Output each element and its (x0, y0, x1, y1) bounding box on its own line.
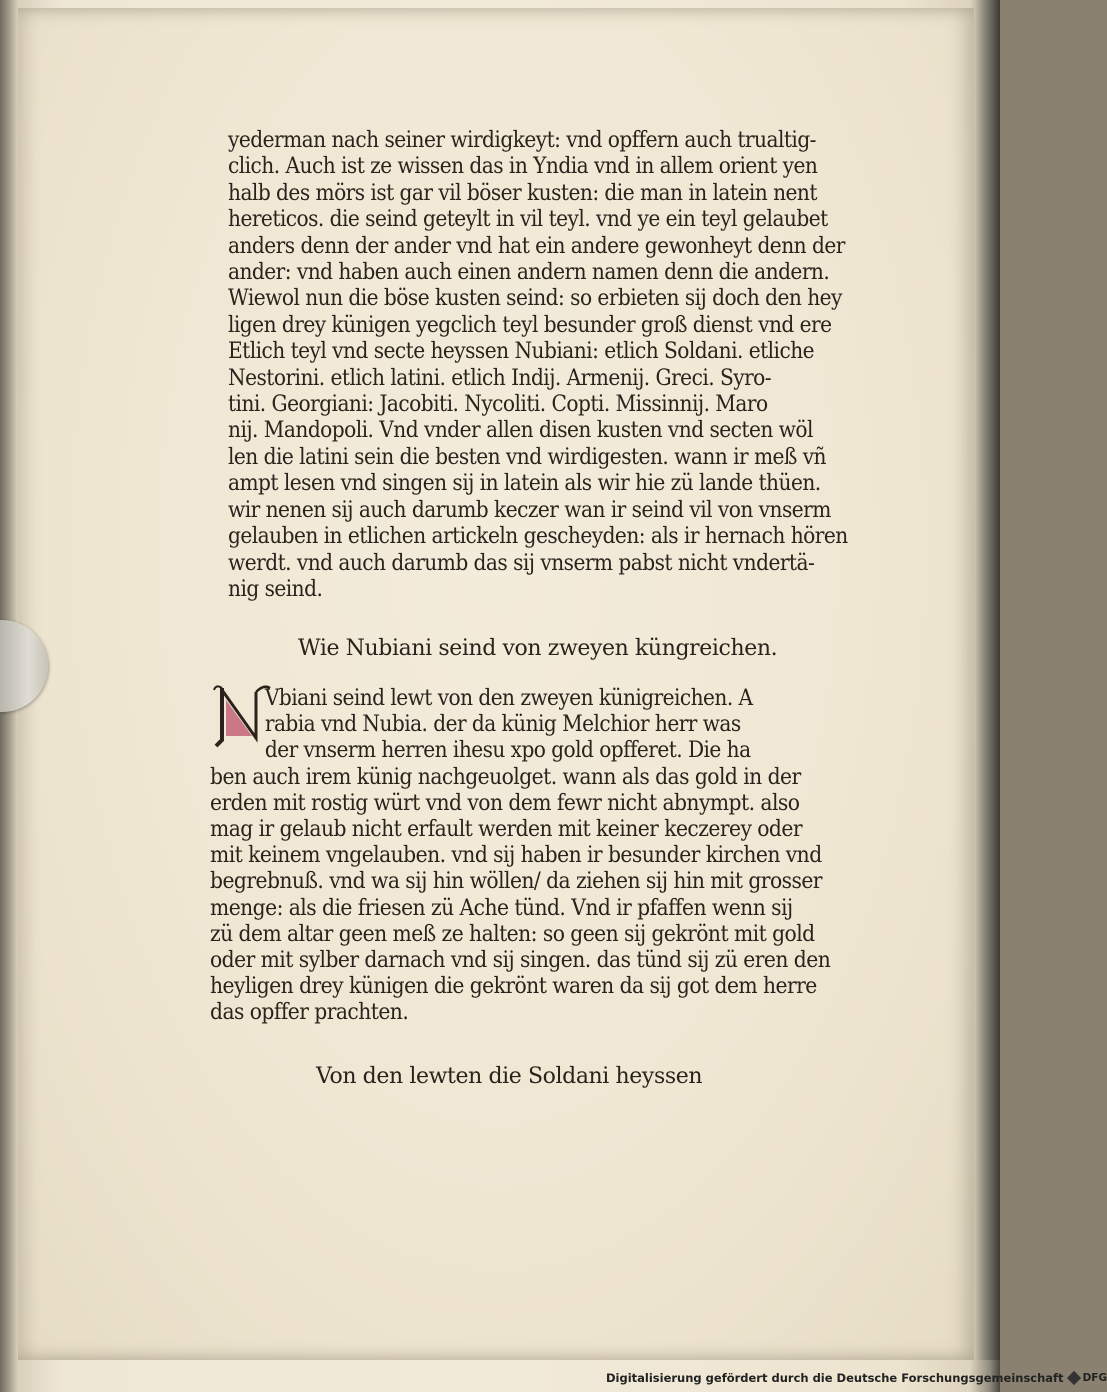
text-line: Etlich teyl vnd secte heyssen Nubiani: etlich Soldani. etliche (228, 339, 815, 365)
text-line: hereticos. die seind geteylt in vil teyl. vnd ye ein teyl gelaubet (228, 207, 828, 233)
text-line: der vnserm herren ihesu xpo gold opfferet. Die ha (264, 738, 751, 764)
dfg-logo-text: DFG (1082, 1372, 1107, 1384)
text-line: clich. Auch ist ze wissen das in Yndia vnd in allem orient yen (228, 154, 818, 180)
text-line: ben auch irem künig nachgeuolget. wann als das gold in der (210, 764, 801, 790)
text-line: tini. Georgiani: Jacobiti. Nycoliti. Copti. Missinnij. Maro (228, 392, 768, 418)
text-line: halb des mörs ist gar vil böser kusten: die man in latein nent (228, 180, 817, 206)
text-line: nig seind. (228, 576, 323, 602)
text-line: ampt lesen vnd singen sij in latein als wir hie zü lande thüen. (228, 471, 821, 497)
text-line: ander: vnd haben auch einen andern namen denn die andern. (228, 260, 830, 286)
text-block-2 (210, 686, 882, 1027)
text-block-1 (228, 128, 904, 603)
text-line: mag ir gelaub nicht erfault werden mit keiner keczerey oder (210, 817, 802, 843)
dfg-logo-icon (1069, 1372, 1107, 1384)
text-line: menge: als die friesen zü Ache tünd. Vnd ir pfaffen wenn sij (210, 895, 793, 921)
text-line: nij. Mandopoli. Vnd vnder allen disen kusten vnd secten wöl (228, 418, 813, 444)
text-line: zü dem altar geen meß ze halten: so geen sij gekrönt mit gold (210, 921, 815, 947)
text-line: wir nenen sij auch darumb keczer wan ir seind vil von vnserm (228, 497, 831, 523)
text-line: Vbiani seind lewt von den zweyen künigreichen. A (264, 686, 753, 711)
text-line: heyligen drey künigen die gekrönt waren da sij got dem herre (210, 974, 817, 1000)
dfg-mark-icon (1066, 1371, 1080, 1385)
text-line: rabia vnd Nubia. der da künig Melchior herr was (264, 712, 741, 738)
text-line: gelauben in etlichen artickeln gescheyden: als ir hernach hören (228, 524, 848, 550)
chapter-heading-soldani: Von den lewten die Soldani heyssen (316, 1064, 703, 1089)
footer-credit (606, 1367, 1107, 1389)
text-line: yederman nach seiner wirdigkeyt: vnd opffern auch trualtig- (228, 128, 816, 153)
text-line: werdt. vnd auch darumb das sij vnserm pabst nicht vndertä- (228, 550, 815, 576)
footer-text: Digitalisierung gefördert durch die Deutsche Forschungsgemeinschaft (606, 1371, 1064, 1385)
text-line: Wiewol nun die böse kusten seind: so erbieten sij doch den hey (228, 286, 842, 312)
text-line: ligen drey künigen yegclich teyl besunder groß dienst vnd ere (228, 312, 832, 338)
text-line: erden mit rostig würt vnd von dem fewr nicht abnympt. also (210, 790, 800, 816)
text-line: anders denn der ander vnd hat ein andere gewonheyt denn der (228, 233, 845, 259)
text-line: oder mit sylber darnach vnd sij singen. das tünd sij zü eren den (210, 948, 831, 974)
text-line: len die latini sein die besten vnd wirdigesten. wann ir meß vñ (228, 444, 827, 470)
text-line: Nestorini. etlich latini. etlich Indij. Armenij. Greci. Syro- (228, 365, 772, 391)
page-edge (974, 0, 1000, 1360)
text-line: das opffer prachten. (210, 1000, 409, 1026)
text-line: begrebnuß. vnd wa sij hin wöllen/ da ziehen sij hin mit grosser (210, 869, 822, 895)
text-line: mit keinem vngelauben. vnd sij haben ir besunder kirchen vnd (210, 843, 822, 869)
chapter-heading-nubiani: Wie Nubiani seind von zweyen küngreichen. (298, 636, 778, 661)
